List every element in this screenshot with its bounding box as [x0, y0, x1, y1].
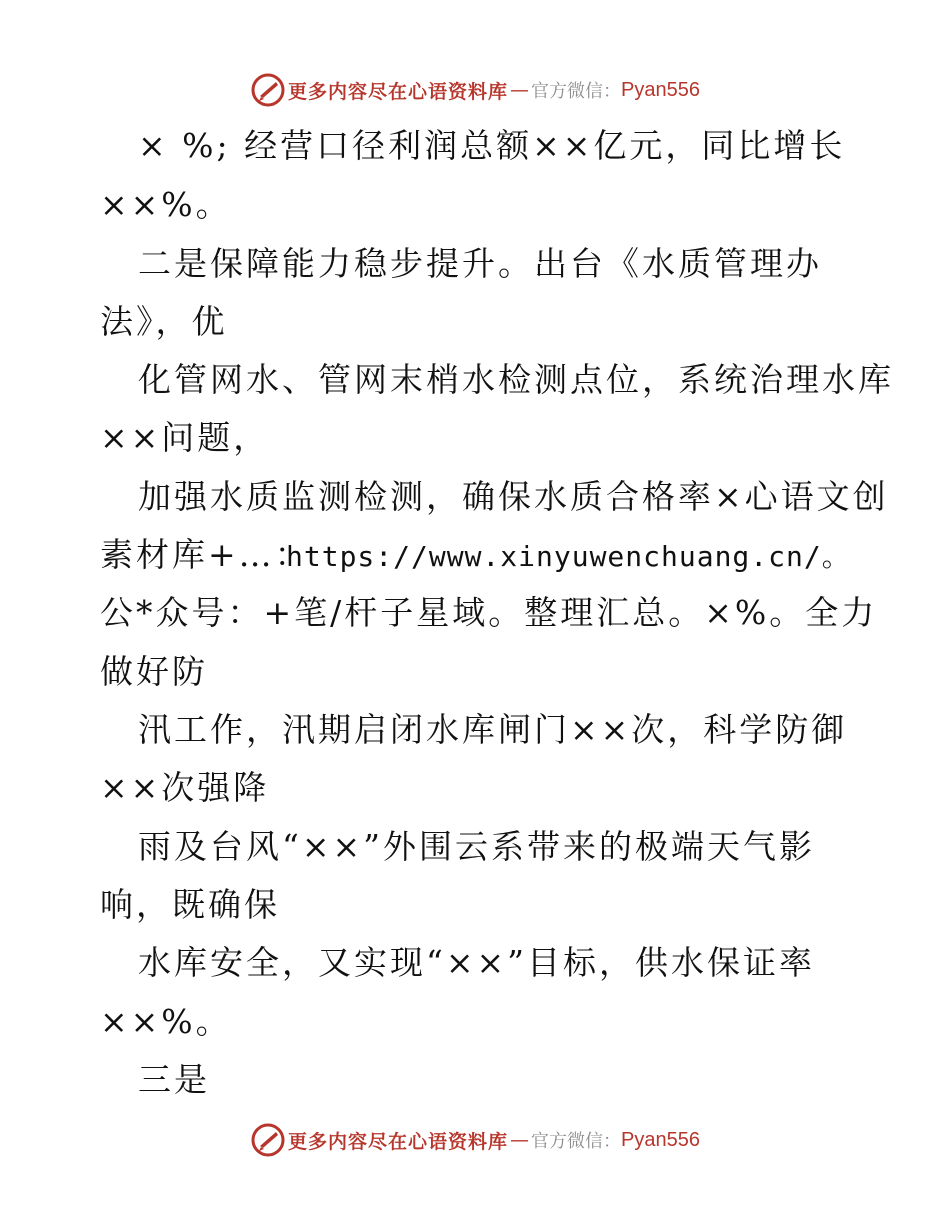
banner-dash: —: [510, 79, 530, 101]
text-line: 三是: [138, 1060, 210, 1099]
text-line: 水库安全，又实现“××”目标，供水保证率: [138, 943, 816, 982]
banner-wechat-id: Pyan556: [621, 78, 700, 101]
logo-icon: [250, 1122, 286, 1158]
banner-wechat-label: 官方微信：: [531, 1131, 622, 1152]
footer-banner: [0, 1120, 950, 1160]
text-line: 汛工作，汛期启闭水库闸门××次，科学防御: [138, 710, 848, 749]
text-line: 法》，优: [100, 302, 228, 341]
text-line: 加强水质监测检测，确保水质合格率×心语文创: [138, 477, 889, 516]
text-line: 响，既确保: [100, 885, 280, 924]
text-line: 公*众号：+笔/杆子星域。整理汇总。×%。全力: [100, 593, 878, 632]
text-line: ××问题，: [100, 418, 270, 457]
text-line: ××%。: [100, 185, 232, 224]
text-line: 二是保障能力稳步提升。出台《水质管理办: [138, 244, 822, 283]
text-line: 化管网水、管网末梢水检测点位，系统治理水库: [138, 360, 894, 399]
url-text: https://www.xinyuwenchuang.cn/。: [286, 540, 851, 573]
text-line: ××次强降: [100, 768, 270, 807]
text-line: 做好防: [100, 652, 208, 691]
text-line: × %; 经营口径利润总额××亿元，同比增长: [138, 126, 846, 165]
text-line: 雨及台风“××”外围云系带来的极端天气影: [138, 827, 816, 866]
banner-title: 更多内容尽在心语资料库: [288, 80, 509, 103]
banner-dash: —: [510, 1129, 530, 1151]
banner-wechat-label: 官方微信：: [531, 81, 622, 102]
text-line: ××%。: [100, 1002, 232, 1041]
banner-wechat-id: Pyan556: [621, 1128, 700, 1151]
banner-title: 更多内容尽在心语资料库: [288, 1130, 509, 1153]
text-line: 素材库+…：: [100, 535, 311, 574]
